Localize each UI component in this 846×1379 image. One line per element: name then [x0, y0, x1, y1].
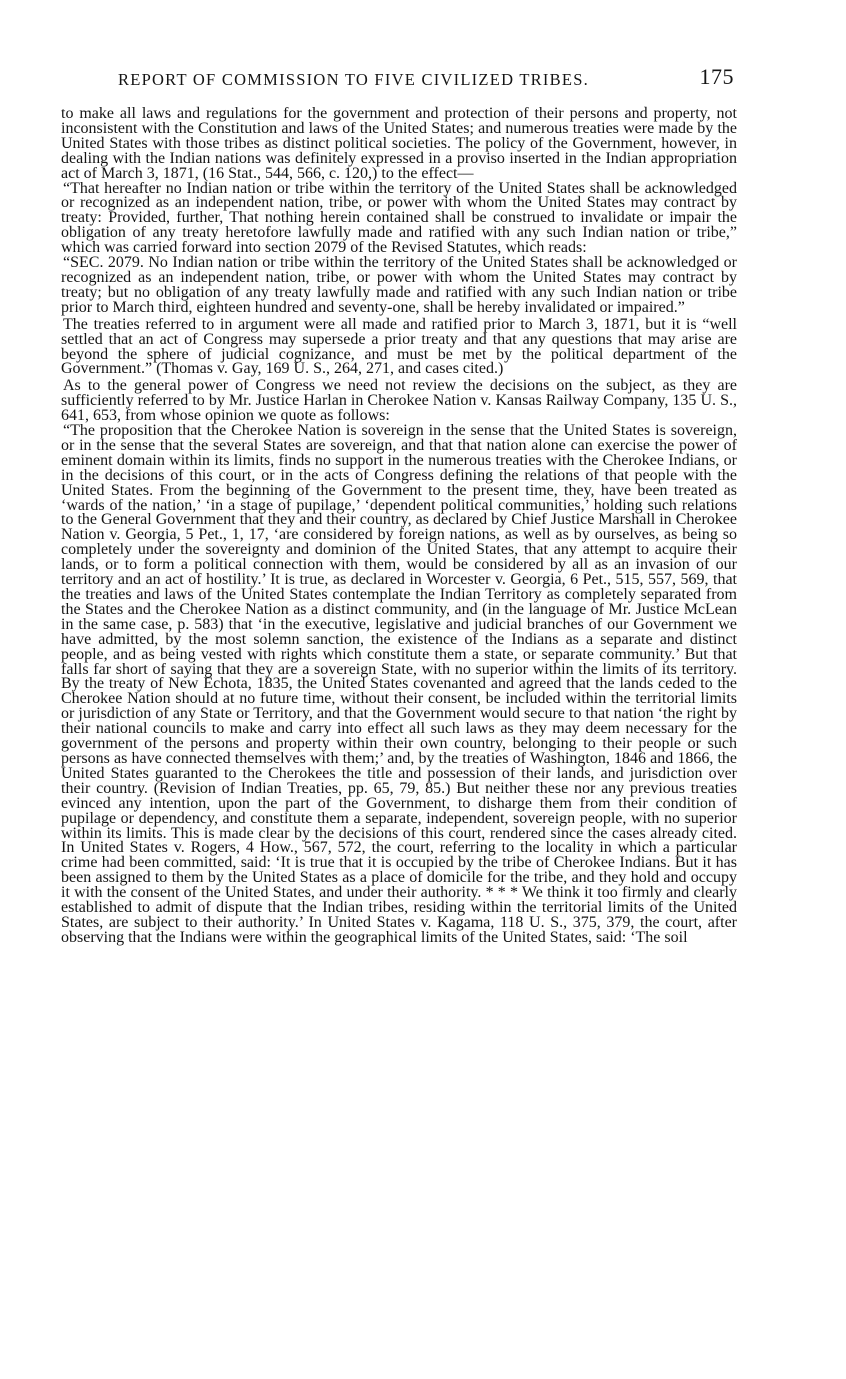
paragraph: “The proposition that the Cherokee Nation is sovereign in the sense that the United States is sovereign, or in the sense that the several States are sovereign, and that that nation alone can exercise the power of eminent domain within its limits, finds no support in the numerous treaties with the Cherokee Indians, or in the decisions of this court, or in the acts of Congress defining the relations of that people with the United States. From the beginning of the Government to the present time, they, have been treated as ‘wards of the nation,’ ‘in a stage of pupilage,’ ‘dependent political communities,’ holding such relations to the General Government that they and their country, as declared by Chief Justice Marshall in Cherokee Nation v. Georgia, 5 Pet., 1, 17, ‘are considered by foreign nations, as well as by ourselves, as being so completely under the sovereignty and dominion of the United States, that any attempt to acquire their lands, or to form a political connection with them, would be considered by all as an invasion of our territory and an act of hostility.’ It is true, as declared in Worcester v. Georgia, 6 Pet., 515, 557, 569, that the treaties and laws of the United States contemplate the Indian Territory as completely separated from the States and the Cherokee Nation as a distinct community, and (in the language of Mr. Justice McLean in the same case, p. 583) that ‘in the executive, legislative and judicial branches of our Government we have admitted, by the most solemn sanction, the existence of the Indians as a separate and distinct people, and as being vested with rights which constitute them a state, or separate community.’ But that falls far short of saying that they are a sovereign State, with no superior within the limits of its territory. By the treaty of New Echota, 1835, the United States covenanted and agreed that the lands ceded to the Cherokee Nation should at no future time, without their consent, be included within the territorial limits or jurisdiction of any State or Territory, and that the Government would secure to that nation ‘the right by their national councils to make and carry into effect all such laws as they may deem necessary for the government of the persons and property within their own country, belonging to their people or such persons as have connected themselves with them;’ and, by the treaties of Washington, 1846 and 1866, the United States guaranted to the Cherokees the title and possession of their lands, and jurisdiction over their country. (Revision of Indian Treaties, pp. 65, 79, 85.) But neither these nor any previous treaties evinced any intention, upon the part of the Government, to disharge them from their condition of pupilage or dependency, and constitute them a separate, independent, sovereign people, with no superior within its limits. This is made clear by the decisions of this court, rendered since the cases already cited. In United States v. Rogers, 4 How., 567, 572, the court, referring to the locality in which a particular crime had been committed, said: ‘It is true that it is occupied by the tribe of Cherokee Indians. But it has been assigned to them by the United States as a place of domicile for the tribe, and they hold and occupy it with the consent of the United States, and under their authority. * * * We think it too firmly and clearly established to admit of dispute that the Indian tribes, residing within the territorial limits of the United States, are subject to their authority.’ In United States v. Kagama, 118 U. S., 375, 379, the court, after observing that the Indians were within the geographical limits of the United States, said: ‘The soil [61, 422, 737, 946]
paragraph: The treaties referred to in argument were all made and ratified prior to March 3, 1871, but it is “well settled that an act of Congress may supersede a prior treaty and that any questions that may arise are beyond the sphere of judicial cognizance, and must be met by the political department of the Government.” (Thomas v. Gay, 169 U. S., 264, 271, and cases cited.) [61, 315, 737, 378]
paragraph: “SEC. 2079. No Indian nation or tribe within the territory of the United States shall be acknowledged or recognized as an independent nation, tribe, or power with whom the United States may contract by treaty; but no obligation of any treaty lawfully made and ratified with any such Indian nation or tribe prior to March third, eighteen hundred and seventy-one, shall be hereby invalidated or impaired.” [61, 254, 737, 316]
page-header [60, 64, 736, 96]
paragraph: “That hereafter no Indian nation or tribe within the territory of the United States shall be acknowledged or recognized as an independent nation, tribe, or power with whom the United States may contract by treaty: Provided, further, That nothing herein contained shall be construed to invalidate or impair the obligation of any treaty heretofore lawfully made and ratified with any such Indian nation or tribe,” which was carried forward into section 2079 of the Revised Statutes, which reads: [61, 179, 737, 257]
page-number: 175 [699, 64, 734, 89]
paragraph: to make all laws and regulations for the government and protection of their persons and property, not inconsistent with the Constitution and laws of the United States; and numerous treaties were made by the United States with those tribes as distinct political societies. The policy of the Government, however, in dealing with the Indian nations was definitely expressed in a proviso inserted in the Indian appropriation act of March 3, 1871, (16 Stat., 544, 566, c. 120,) to the effect— [61, 105, 737, 182]
paragraph: As to the general power of Congress we need not review the decisions on the subject, as they are sufficiently referred to by Mr. Justice Harlan in Cherokee Nation v. Kansas Railway Company, 135 U. S., 641, 653, from whose opinion we quote as follows: [61, 377, 737, 425]
body-text [61, 107, 737, 946]
running-head: REPORT OF COMMISSION TO FIVE CIVILIZED TRIBES. [118, 70, 590, 89]
